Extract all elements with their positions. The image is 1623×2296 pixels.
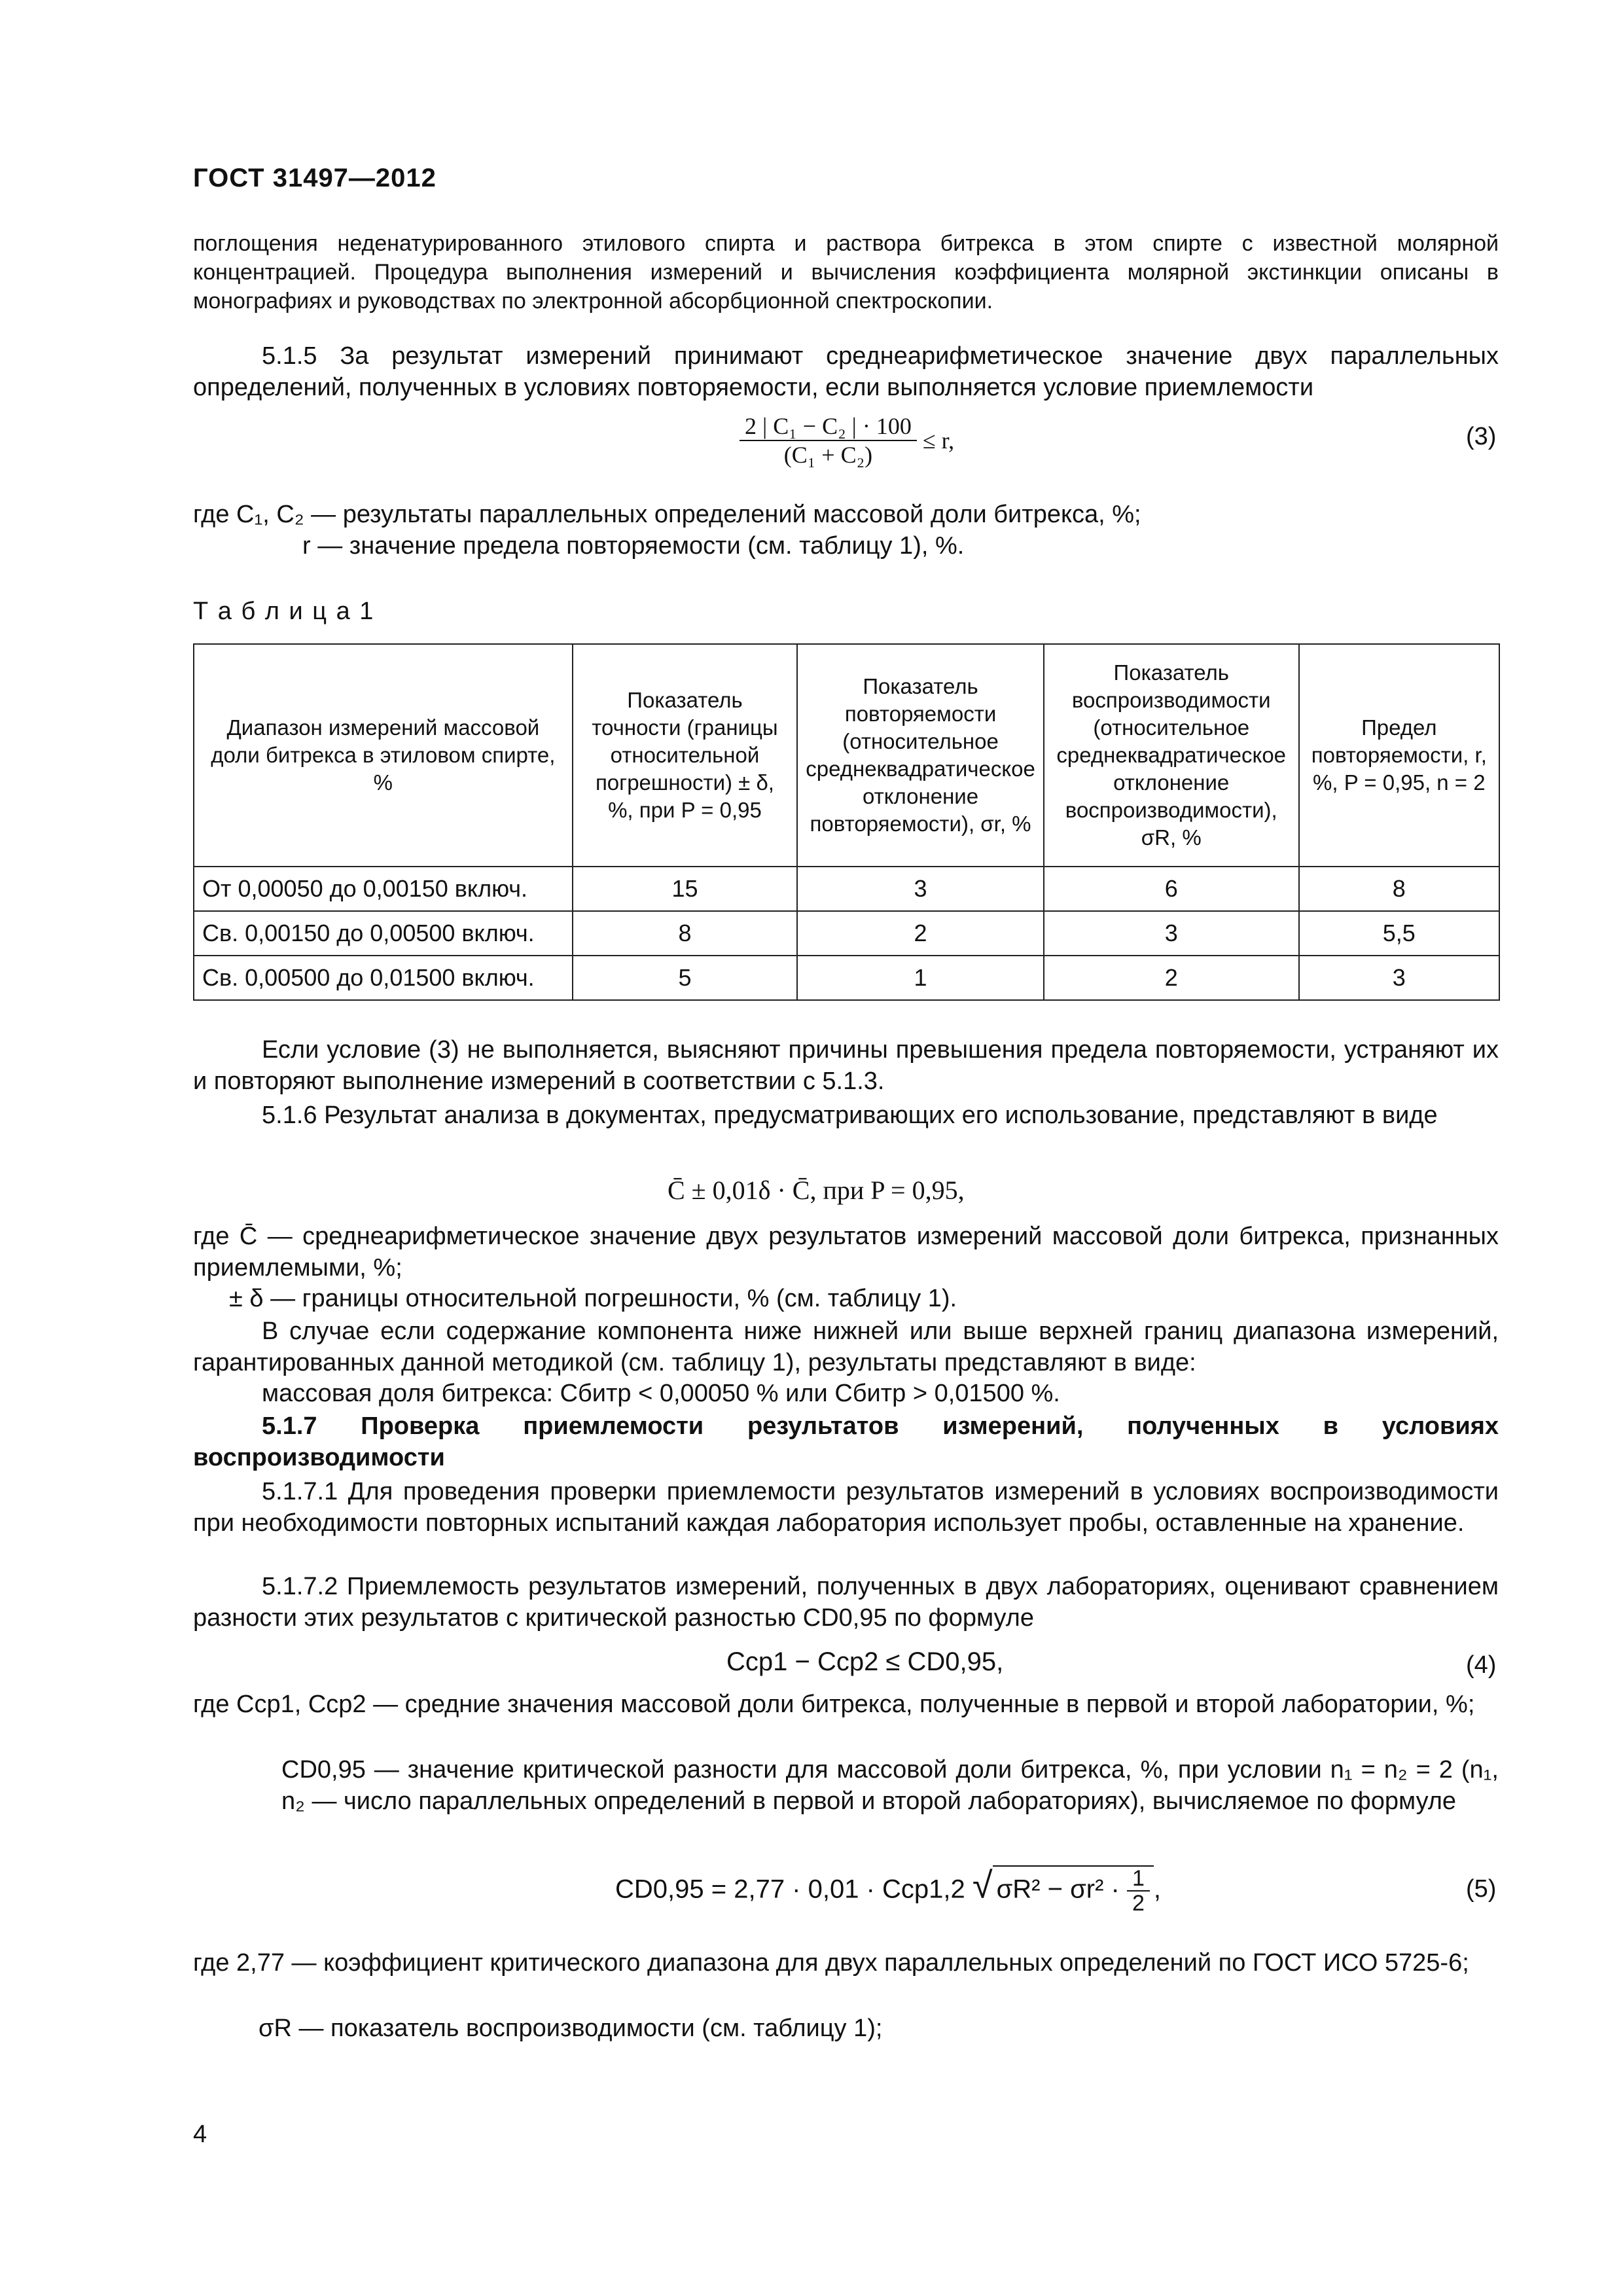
table-cell: 5	[573, 956, 798, 1000]
table-cell: Св. 0,00500 до 0,01500 включ.	[194, 956, 573, 1000]
table-header-cell: Диапазон измерений массовой доли битрекса в этиловом спирте, %	[194, 644, 573, 867]
formula-3	[740, 412, 954, 469]
paragraph-5-1-6: 5.1.6 Результат анализа в документах, предусматривающих его использование, представляют в виде	[262, 1102, 1438, 1129]
table-cell: 1	[797, 956, 1044, 1000]
table-1	[193, 643, 1500, 1001]
formula-3-number: (3)	[1466, 423, 1497, 450]
sqrt-icon: √	[972, 1864, 993, 1906]
table-header-row	[194, 644, 1499, 867]
formula-5-tail: ,	[1153, 1874, 1162, 1904]
formula-5-radicand-text: σR² − σr² ·	[996, 1874, 1120, 1904]
paragraph-mass-fraction: массовая доля битрекса: Cбитр < 0,00050 % или Cбитр > 0,01500 %.	[262, 1380, 1060, 1407]
table-cell: 3	[1044, 911, 1299, 956]
table-cell: Св. 0,00150 до 0,00500 включ.	[194, 911, 573, 956]
where-4-line-2: CD0,95 — значение критической разности для массовой доли битрекса, %, при условии n₁ = n₂ = 2 (n₁, n₂ — число параллельных определений в первой и второй лабораториях), вычисляемое по формуле	[281, 1756, 1499, 1815]
formula-4: Cср1 − Cср2 ≤ CD0,95,	[726, 1647, 1004, 1676]
table-cell: 8	[1299, 867, 1499, 911]
formula-5-frac-num: 1	[1127, 1867, 1150, 1892]
formula-5-frac-den: 2	[1132, 1891, 1145, 1916]
table-cell: От 0,00050 до 0,00150 включ.	[194, 867, 573, 911]
page-number: 4	[193, 2121, 207, 2148]
table-cell: 5,5	[1299, 911, 1499, 956]
where-result-1: где C̄ — среднеарифметическое значение двух результатов измерений массовой доли битрекса, признанных приемлемыми, %;	[193, 1223, 1499, 1282]
table-cell: 8	[573, 911, 798, 956]
where-result-2: ± δ — границы относительной погрешности, % (см. таблицу 1).	[229, 1285, 957, 1312]
where-5-line-2: σR — показатель воспроизводимости (см. таблицу 1);	[259, 2015, 883, 2042]
paragraph-5-1-5: 5.1.5 За результат измерений принимают среднеарифметическое значение двух параллельных определений, полученных в условиях повторяемости, если выполняется условие приемлемости	[193, 342, 1499, 401]
table-cell: 15	[573, 867, 798, 911]
formula-3-denominator: (C₁ + C₂)	[783, 442, 873, 468]
table-row	[194, 956, 1499, 1000]
document-header: ГОСТ 31497—2012	[193, 164, 437, 192]
table-cell: 6	[1044, 867, 1299, 911]
formula-5-number: (5)	[1466, 1875, 1497, 1903]
paragraph-out-of-range: В случае если содержание компонента ниже нижней или выше верхней границ диапазона измерений, гарантированных данной методикой (см. таблицу 1), результаты представляют в виде:	[193, 1318, 1499, 1376]
table-header-cell: Показатель точности (границы относительной погрешности) ± δ, %, при P = 0,95	[573, 644, 798, 867]
where-4-line-1: где Cср1, Cср2 — средние значения массовой доли битрекса, полученные в первой и второй лаборатории, %;	[193, 1691, 1475, 1718]
table-cell: 3	[797, 867, 1044, 911]
formula-5-fraction	[1127, 1867, 1150, 1915]
table-cell: 2	[797, 911, 1044, 956]
table-cell: 2	[1044, 956, 1299, 1000]
where-3-line-2: r — значение предела повторяемости (см. таблицу 1), %.	[302, 532, 965, 560]
table-header-cell: Показатель повторяемости (относительное среднеквадратическое отклонение повторяемости), σr, %	[797, 644, 1044, 867]
formula-3-fraction	[740, 412, 917, 469]
table-cell: 3	[1299, 956, 1499, 1000]
where-5-line-1: где 2,77 — коэффициент критического диапазона для двух параллельных определений по ГОСТ ИСО 5725-6;	[193, 1949, 1469, 1977]
formula-result: C̄ ± 0,01δ · C̄, при P = 0,95,	[668, 1175, 965, 1205]
formula-5-radicand	[993, 1865, 1154, 1915]
formula-4-number: (4)	[1466, 1651, 1497, 1679]
paragraph-5-1-7-1: 5.1.7.1 Для проведения проверки приемлемости результатов измерений в условиях воспроизводимости при необходимости повторных испытаний каждая лаборатория использует пробы, оставленные на хранение.	[193, 1478, 1499, 1537]
where-3-line-1: где C₁, C₂ — результаты параллельных определений массовой доли битрекса, %;	[193, 501, 1141, 528]
formula-3-rhs: ≤ r,	[922, 427, 955, 454]
section-5-1-7-title: 5.1.7 Проверка приемлемости результатов измерений, полученных в условиях воспроизводимости	[193, 1412, 1499, 1471]
table-row	[194, 867, 1499, 911]
formula-5-lhs: CD0,95 = 2,77 · 0,01 · Cср1,2	[615, 1874, 965, 1904]
table-header-cell: Предел повторяемости, r, %, P = 0,95, n = 2	[1299, 644, 1499, 867]
intro-paragraph: поглощения неденатурированного этилового спирта и раствора битрекса в этом спирте с известной молярной концентрацией. Процедура выполнения измерений и вычисления коэффициента молярной экстинкции описаны в монографиях и руководствах по электронной абсорбционной спектроскопии.	[193, 231, 1499, 314]
paragraph-condition-fail: Если условие (3) не выполняется, выясняют причины превышения предела повторяемости, устраняют их и повторяют выполнение измерений в соответствии с 5.1.3.	[193, 1036, 1499, 1095]
table-row	[194, 911, 1499, 956]
paragraph-5-1-7-2: 5.1.7.2 Приемлемость результатов измерений, полученных в двух лабораториях, оценивают сравнением разности этих результатов с критической разностью CD0,95 по формуле	[193, 1573, 1499, 1632]
table-caption: Т а б л и ц а 1	[193, 598, 375, 625]
table-header-cell: Показатель воспроизводимости (относительное среднеквадратическое отклонение воспроизводимости), σR, %	[1044, 644, 1299, 867]
formula-5	[615, 1865, 1161, 1915]
formula-3-numerator: 2 | C₁ − C₂ | · 100	[740, 412, 917, 441]
